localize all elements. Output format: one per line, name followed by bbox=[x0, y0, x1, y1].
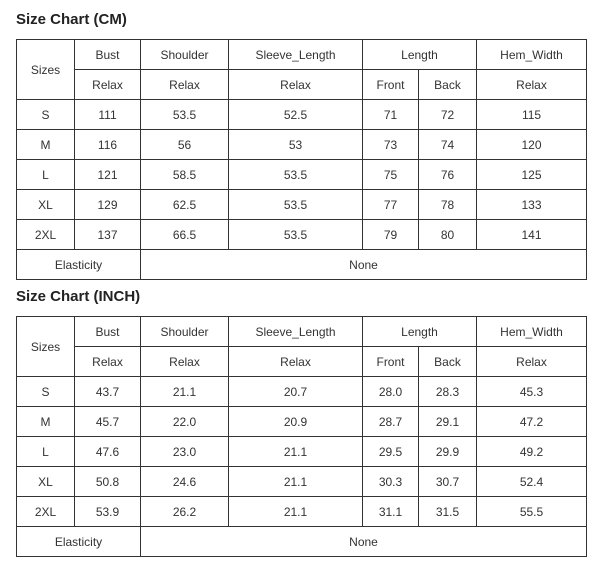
length-front-cell: 30.3 bbox=[363, 467, 419, 497]
length-front-cell: 77 bbox=[363, 190, 419, 220]
subheader-relax: Relax bbox=[75, 347, 141, 377]
length-back-cell: 28.3 bbox=[419, 377, 477, 407]
table-row bbox=[17, 160, 587, 190]
table-row bbox=[17, 437, 587, 467]
table-row bbox=[17, 497, 587, 527]
shoulder-cell: 53.5 bbox=[141, 100, 229, 130]
bust-cell: 116 bbox=[75, 130, 141, 160]
hem-width-cell: 52.4 bbox=[477, 467, 587, 497]
length-back-cell: 29.9 bbox=[419, 437, 477, 467]
bust-cell: 45.7 bbox=[75, 407, 141, 437]
size-cell: XL bbox=[17, 467, 75, 497]
size-cell: L bbox=[17, 160, 75, 190]
length-back-cell: 29.1 bbox=[419, 407, 477, 437]
sleeve-length-cell: 52.5 bbox=[229, 100, 363, 130]
header-bust: Bust bbox=[75, 40, 141, 70]
length-front-cell: 71 bbox=[363, 100, 419, 130]
bust-cell: 53.9 bbox=[75, 497, 141, 527]
header-hem-width: Hem_Width bbox=[477, 317, 587, 347]
table-row bbox=[17, 130, 587, 160]
size-cell: S bbox=[17, 100, 75, 130]
subheader-back: Back bbox=[419, 347, 477, 377]
length-front-cell: 28.7 bbox=[363, 407, 419, 437]
size-cell: M bbox=[17, 407, 75, 437]
header-bust: Bust bbox=[75, 317, 141, 347]
shoulder-cell: 26.2 bbox=[141, 497, 229, 527]
length-back-cell: 74 bbox=[419, 130, 477, 160]
bust-cell: 43.7 bbox=[75, 377, 141, 407]
length-back-cell: 72 bbox=[419, 100, 477, 130]
header-sizes: Sizes bbox=[17, 40, 75, 100]
length-back-cell: 76 bbox=[419, 160, 477, 190]
sleeve-length-cell: 53.5 bbox=[229, 220, 363, 250]
table-row bbox=[17, 467, 587, 497]
elasticity-value: None bbox=[141, 527, 587, 557]
table-row bbox=[17, 407, 587, 437]
length-back-cell: 78 bbox=[419, 190, 477, 220]
sleeve-length-cell: 53 bbox=[229, 130, 363, 160]
bust-cell: 50.8 bbox=[75, 467, 141, 497]
header-sleeve-length: Sleeve_Length bbox=[229, 40, 363, 70]
sleeve-length-cell: 53.5 bbox=[229, 160, 363, 190]
shoulder-cell: 21.1 bbox=[141, 377, 229, 407]
subheader-relax: Relax bbox=[229, 70, 363, 100]
bust-cell: 111 bbox=[75, 100, 141, 130]
size-chart-cm-table bbox=[16, 39, 587, 280]
header-length: Length bbox=[363, 317, 477, 347]
shoulder-cell: 24.6 bbox=[141, 467, 229, 497]
length-front-cell: 29.5 bbox=[363, 437, 419, 467]
length-front-cell: 73 bbox=[363, 130, 419, 160]
size-chart-cm-title: Size Chart (CM) bbox=[16, 11, 127, 28]
hem-width-cell: 49.2 bbox=[477, 437, 587, 467]
subheader-relax: Relax bbox=[141, 70, 229, 100]
hem-width-cell: 120 bbox=[477, 130, 587, 160]
table-subheader-row bbox=[17, 347, 587, 377]
length-back-cell: 31.5 bbox=[419, 497, 477, 527]
header-shoulder: Shoulder bbox=[141, 317, 229, 347]
size-cell: XL bbox=[17, 190, 75, 220]
shoulder-cell: 56 bbox=[141, 130, 229, 160]
hem-width-cell: 47.2 bbox=[477, 407, 587, 437]
subheader-relax: Relax bbox=[229, 347, 363, 377]
size-cell: L bbox=[17, 437, 75, 467]
header-sizes: Sizes bbox=[17, 317, 75, 377]
bust-cell: 137 bbox=[75, 220, 141, 250]
elasticity-label: Elasticity bbox=[17, 527, 141, 557]
length-back-cell: 30.7 bbox=[419, 467, 477, 497]
bust-cell: 129 bbox=[75, 190, 141, 220]
shoulder-cell: 62.5 bbox=[141, 190, 229, 220]
header-length: Length bbox=[363, 40, 477, 70]
sleeve-length-cell: 21.1 bbox=[229, 497, 363, 527]
shoulder-cell: 23.0 bbox=[141, 437, 229, 467]
subheader-back: Back bbox=[419, 70, 477, 100]
hem-width-cell: 45.3 bbox=[477, 377, 587, 407]
length-front-cell: 75 bbox=[363, 160, 419, 190]
sleeve-length-cell: 53.5 bbox=[229, 190, 363, 220]
sleeve-length-cell: 20.7 bbox=[229, 377, 363, 407]
hem-width-cell: 141 bbox=[477, 220, 587, 250]
sleeve-length-cell: 21.1 bbox=[229, 467, 363, 497]
shoulder-cell: 22.0 bbox=[141, 407, 229, 437]
size-cell: M bbox=[17, 130, 75, 160]
length-front-cell: 31.1 bbox=[363, 497, 419, 527]
hem-width-cell: 115 bbox=[477, 100, 587, 130]
sleeve-length-cell: 20.9 bbox=[229, 407, 363, 437]
bust-cell: 47.6 bbox=[75, 437, 141, 467]
subheader-relax: Relax bbox=[141, 347, 229, 377]
table-header-row bbox=[17, 317, 587, 347]
sleeve-length-cell: 21.1 bbox=[229, 437, 363, 467]
table-row bbox=[17, 190, 587, 220]
hem-width-cell: 133 bbox=[477, 190, 587, 220]
elasticity-value: None bbox=[141, 250, 587, 280]
table-row bbox=[17, 100, 587, 130]
length-front-cell: 28.0 bbox=[363, 377, 419, 407]
hem-width-cell: 55.5 bbox=[477, 497, 587, 527]
hem-width-cell: 125 bbox=[477, 160, 587, 190]
header-shoulder: Shoulder bbox=[141, 40, 229, 70]
table-subheader-row bbox=[17, 70, 587, 100]
bust-cell: 121 bbox=[75, 160, 141, 190]
shoulder-cell: 58.5 bbox=[141, 160, 229, 190]
table-header-row bbox=[17, 40, 587, 70]
subheader-relax: Relax bbox=[75, 70, 141, 100]
size-chart-inch-title: Size Chart (INCH) bbox=[16, 288, 141, 305]
size-chart-inch-table bbox=[16, 316, 587, 557]
table-row bbox=[17, 377, 587, 407]
length-back-cell: 80 bbox=[419, 220, 477, 250]
length-front-cell: 79 bbox=[363, 220, 419, 250]
size-cell: S bbox=[17, 377, 75, 407]
shoulder-cell: 66.5 bbox=[141, 220, 229, 250]
size-cell: 2XL bbox=[17, 220, 75, 250]
size-cell: 2XL bbox=[17, 497, 75, 527]
header-sleeve-length: Sleeve_Length bbox=[229, 317, 363, 347]
table-row bbox=[17, 220, 587, 250]
header-hem-width: Hem_Width bbox=[477, 40, 587, 70]
subheader-relax: Relax bbox=[477, 347, 587, 377]
subheader-relax: Relax bbox=[477, 70, 587, 100]
elasticity-row bbox=[17, 527, 587, 557]
subheader-front: Front bbox=[363, 347, 419, 377]
elasticity-label: Elasticity bbox=[17, 250, 141, 280]
subheader-front: Front bbox=[363, 70, 419, 100]
elasticity-row bbox=[17, 250, 587, 280]
